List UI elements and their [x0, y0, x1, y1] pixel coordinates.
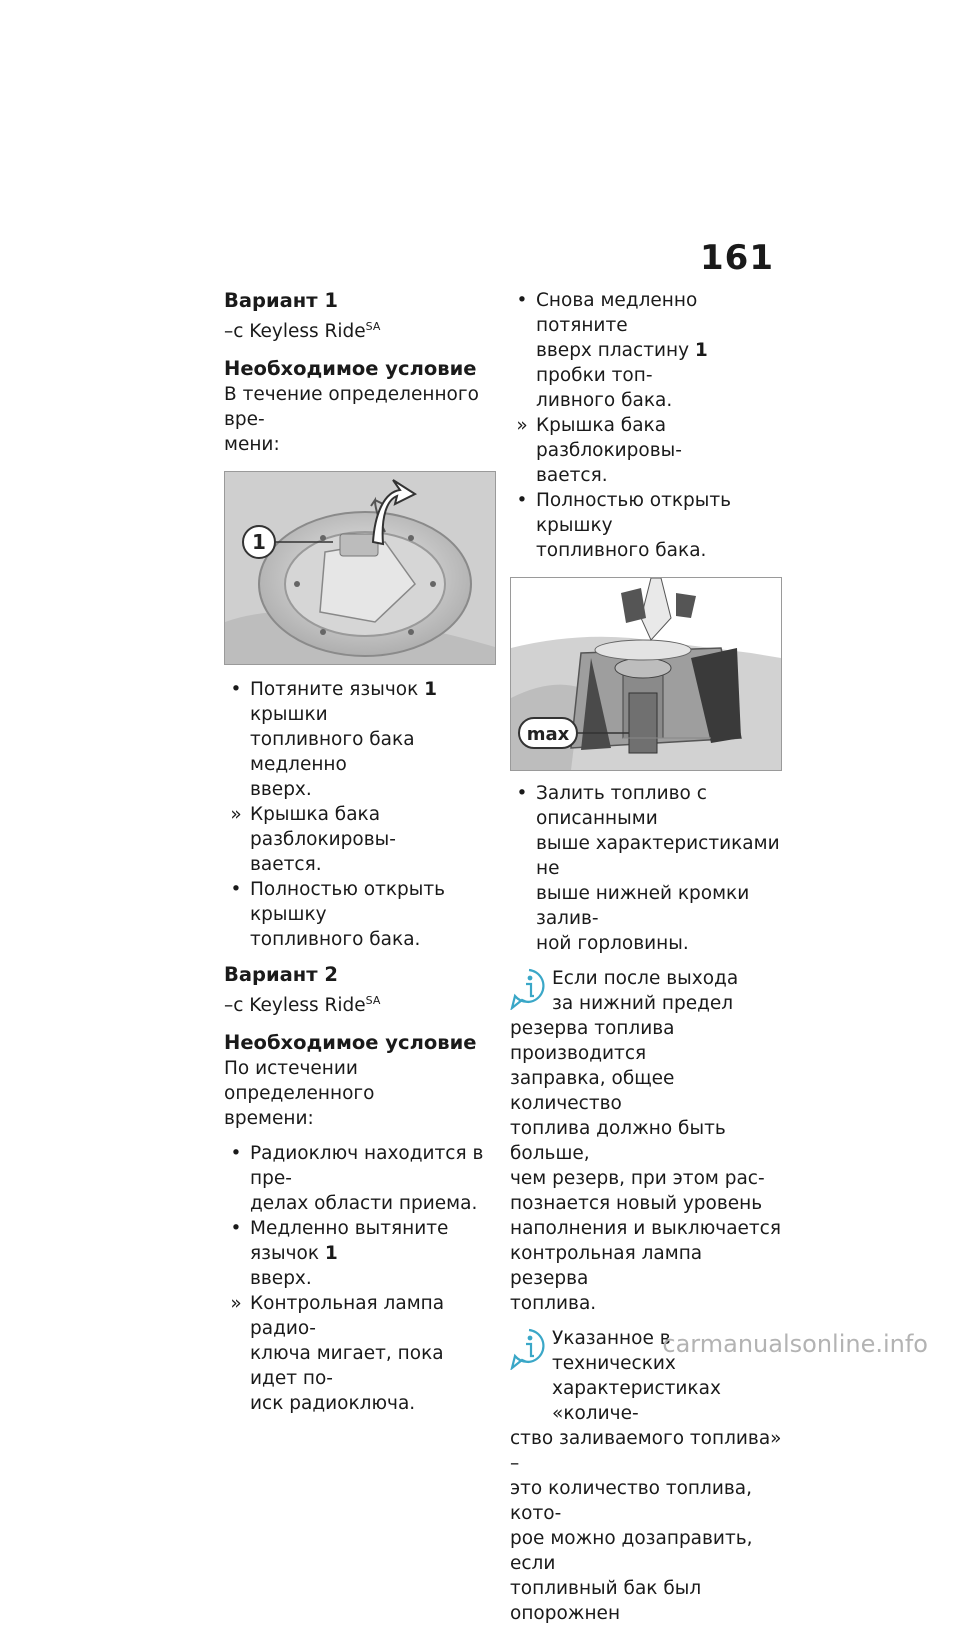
list-item: » Крышка бака разблокировы- вается. — [230, 804, 396, 876]
info-icon — [510, 968, 548, 1010]
info-icon — [510, 1328, 548, 1370]
condition2-line: По истечении определенного — [224, 1058, 375, 1105]
info-note-2: Указанное в технических характеристиках «количе- ство заливаемого топлива» – это количество топлива, кото- рое можно дозаправить, если топливный бак был опорожнен — [510, 1328, 782, 1624]
variant2-equipment: –с Keyless Ride$^{SA}$ — [224, 994, 381, 1017]
fuel-filler-figure — [510, 577, 782, 771]
condition1-line: В течение определенного вре- — [224, 384, 479, 431]
list-item: » Контрольная лампа радио- ключа мигает, пока идет по- иск радиоключа. — [230, 1293, 445, 1415]
page-number: 161 — [700, 238, 774, 278]
steps-list-1 — [224, 677, 494, 952]
max-marker-label: max — [526, 724, 570, 745]
fig1-callout-label: 1 — [252, 530, 266, 555]
list-item: • Потяните язычок 1 крышки топливного бака медленно вверх. — [230, 679, 438, 801]
list-item: • Полностью открыть крышку топливного бака. — [230, 879, 446, 951]
list-item: • Снова медленно потяните вверх пластину 1 пробки топ- ливного бака. — [516, 290, 708, 411]
info-note-1: Если после выхода за нижний предел резерва топлива производится заправка, общее количество топлива должно быть больше, чем резерв, при этом рас- познается новый уровень наполнения и выключается контрольная лампа резерва топлива. — [510, 968, 781, 1314]
condition2-line: времени: — [224, 1108, 314, 1130]
condition1-line: мени: — [224, 434, 280, 456]
condition2-title: Необходимое условие — [224, 1031, 477, 1055]
condition1-title: Необходимое условие — [224, 357, 477, 381]
right-column — [510, 288, 782, 1626]
steps-list-2 — [224, 1141, 494, 1416]
list-item: • Медленно вытяните язычок 1 вверх. — [230, 1218, 449, 1290]
variant1-title: Вариант 1 — [224, 289, 338, 312]
variant2-title: Вариант 2 — [224, 963, 338, 987]
fuel-cap-illustration — [225, 472, 495, 664]
fuel-cap-figure — [224, 471, 496, 665]
list-item: • Радиоключ находится в пре- делах области приема. — [230, 1143, 484, 1215]
list-item: » Крышка бака разблокировы- вается. — [516, 415, 682, 486]
fuel-filler-illustration — [511, 578, 781, 770]
variant1-equipment: –с Keyless Ride$^{SA}$ — [224, 320, 381, 343]
list-item: • Полностью открыть крышку топливного бака. — [516, 490, 732, 561]
list-item: • Залить топливо с описанными выше характеристиками не выше нижней кромки залив- ной горловины. — [516, 783, 780, 954]
watermark: carmanualsonline.info — [662, 1330, 928, 1358]
left-column — [224, 288, 494, 1416]
steps-list-3 — [510, 288, 782, 563]
steps-list-4 — [510, 781, 782, 956]
